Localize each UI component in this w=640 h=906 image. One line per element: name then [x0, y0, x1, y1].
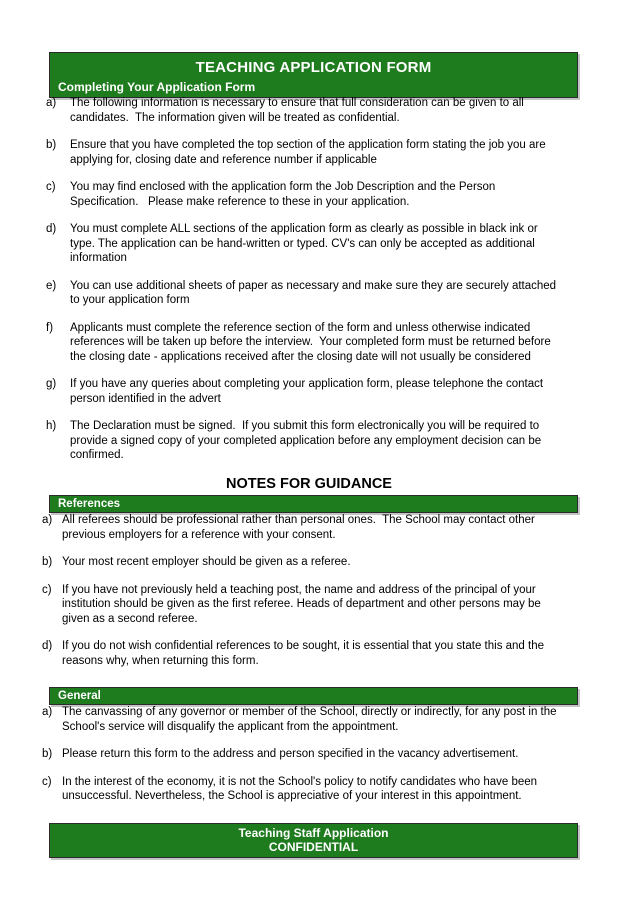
- completing-section-list: [46, 96, 566, 463]
- item-text: You must complete ALL sections of the application form as clearly as possible in black ink or type. The application can be hand-written or typed. CV's can only be accepted as additional information: [70, 223, 541, 264]
- references-section-list: [42, 513, 570, 668]
- item-letter: d): [42, 640, 53, 652]
- item-text: In the interest of the economy, it is not the School's policy to notify candidates who have been unsuccessful. Nevertheless, the School is appreciative of your interest in this appointment.: [62, 775, 541, 802]
- item-letter: e): [46, 279, 57, 292]
- list-item: [46, 279, 566, 308]
- list-item: [42, 555, 570, 570]
- item-letter: d): [46, 223, 57, 235]
- section-header-completing: Completing Your Application Form: [58, 80, 256, 94]
- list-item: [42, 583, 570, 627]
- form-header-banner: [49, 52, 578, 98]
- list-item: [46, 180, 566, 209]
- item-text: Ensure that you have completed the top section of the application form stating the job you are applying for, closing date and reference number if applicable: [70, 139, 549, 166]
- item-text: You may find enclosed with the application form the Job Description and the Person Specification. Please make reference to these in your application.: [70, 181, 499, 208]
- list-item: [46, 419, 566, 463]
- list-item: [42, 705, 570, 734]
- item-text: If you have not previously held a teaching post, the name and address of the principal of your institution should be given as the first referee. Heads of department and other persons may be given as a second referee.: [62, 583, 545, 625]
- item-letter: a): [42, 514, 53, 526]
- item-letter: b): [46, 139, 57, 151]
- item-text: If you have any queries about completing your application form, please telephone the contact person identified in the advert: [70, 378, 547, 405]
- notes-for-guidance-heading: NOTES FOR GUIDANCE: [226, 476, 392, 492]
- footer-line-confidential: CONFIDENTIAL: [268, 840, 359, 854]
- footer-line-application: Teaching Staff Application: [238, 826, 389, 840]
- general-section-list: [42, 705, 570, 804]
- footer-banner: [49, 823, 578, 858]
- item-letter: f): [46, 321, 54, 334]
- list-item: [46, 377, 566, 406]
- list-item: [46, 321, 566, 365]
- general-section-header: General: [49, 687, 578, 705]
- item-text: Please return this form to the address and person specified in the vacancy advertisement.: [62, 748, 519, 760]
- list-item: [42, 639, 570, 668]
- list-item: [46, 96, 566, 125]
- item-letter: c): [42, 583, 52, 596]
- item-text: The Declaration must be signed. If you submit this form electronically you will be required to provide a signed copy of your completed application before any employment decision can be confirmed.: [70, 420, 545, 461]
- list-item: [42, 775, 570, 804]
- item-letter: a): [46, 97, 57, 109]
- item-letter: b): [42, 556, 53, 568]
- item-text: Applicants must complete the reference section of the form and unless otherwise indicated references will be taken up before the interview. Your completed form must be returned before the closing date - applications received after the closing date will not usually be considered: [70, 321, 554, 363]
- page-title: TEACHING APPLICATION FORM: [195, 59, 432, 76]
- item-text: If you do not wish confidential references to be sought, it is essential that you state this and the reasons why, when returning this form.: [62, 640, 548, 667]
- item-letter: g): [46, 378, 57, 390]
- item-letter: c): [42, 775, 52, 788]
- item-letter: h): [46, 420, 57, 432]
- list-item: [42, 513, 570, 542]
- item-text: The canvassing of any governor or member of the School, directly or indirectly, for any post in the School's service will disqualify the applicant from the appointment.: [62, 706, 560, 733]
- item-text: The following information is necessary to ensure that full consideration can be given to all candidates. The information given will be treated as confidential.: [70, 97, 528, 124]
- list-item: [46, 222, 566, 266]
- item-letter: b): [42, 748, 53, 760]
- item-text: Your most recent employer should be given as a referee.: [62, 556, 351, 568]
- list-item: [46, 138, 566, 167]
- item-text: You can use additional sheets of paper as necessary and make sure they are securely attached to your application form: [70, 279, 560, 306]
- references-section-header: References: [49, 495, 578, 513]
- list-item: [42, 747, 570, 762]
- item-letter: a): [42, 706, 53, 718]
- item-text: All referees should be professional rather than personal ones. The School may contact other previous employers for a reference with your consent.: [62, 514, 539, 541]
- item-letter: c): [46, 181, 56, 193]
